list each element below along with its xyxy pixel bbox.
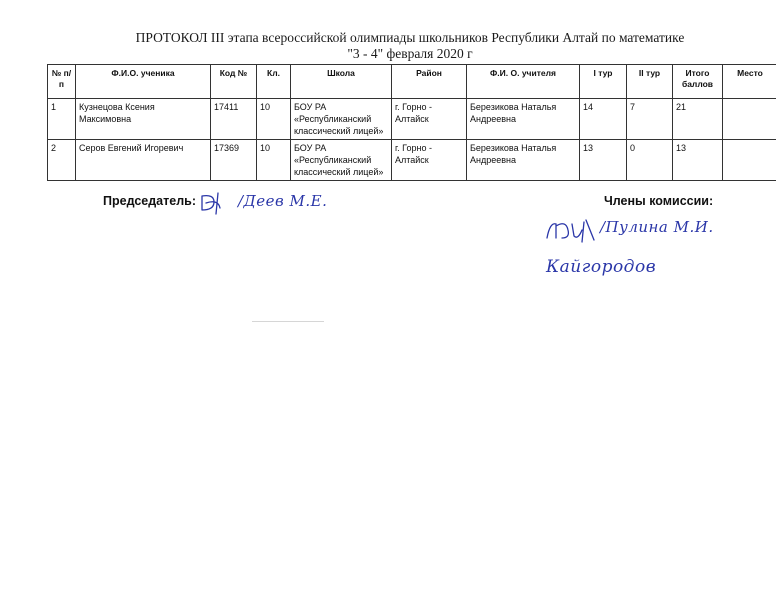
signature-scribble-icon	[198, 190, 242, 216]
commission-members-label: Члены комиссии:	[604, 194, 714, 208]
cell-grade: 10	[257, 99, 291, 140]
cell-name: Серов Евгений Игоревич	[76, 140, 211, 181]
member-signature-1	[544, 216, 714, 249]
member-signature-1-name: /Пулина М.И.	[600, 218, 714, 236]
signature-scribble-icon	[544, 216, 602, 244]
chairman-label: Председатель:	[103, 194, 196, 208]
title-line-2: "3 - 4" февраля 2020 г	[347, 46, 473, 61]
cell-total: 13	[673, 140, 723, 181]
col-header-teacher: Ф.И. О. учителя	[467, 65, 580, 99]
chairman-signature	[198, 190, 328, 221]
cell-district: г. Горно - Алтайск	[392, 140, 467, 181]
cell-district: г. Горно - Алтайск	[392, 99, 467, 140]
col-header-name: Ф.И.О. ученика	[76, 65, 211, 99]
col-header-school: Школа	[291, 65, 392, 99]
cell-tour2: 7	[627, 99, 673, 140]
page-title	[60, 30, 760, 62]
cell-name: Кузнецова Ксения Максимовна	[76, 99, 211, 140]
cell-place	[723, 99, 776, 140]
cell-tour2: 0	[627, 140, 673, 181]
col-header-place: Место	[723, 65, 776, 99]
cell-total: 21	[673, 99, 723, 140]
col-header-code: Код №	[211, 65, 257, 99]
cell-grade: 10	[257, 140, 291, 181]
member-signature-2	[546, 257, 656, 277]
cell-code: 17411	[211, 99, 257, 140]
col-header-num: № п/п	[48, 65, 76, 99]
chairman-signature-name: /Деев М.Е.	[238, 192, 328, 210]
cell-num: 1	[48, 99, 76, 140]
cell-tour1: 13	[580, 140, 627, 181]
table-header-row	[48, 65, 776, 99]
results-table	[47, 64, 776, 181]
divider	[252, 321, 324, 322]
title-line-1: ПРОТОКОЛ III этапа всероссийской олимпиады школьников Республики Алтай по математике	[135, 30, 685, 45]
col-header-grade: Кл.	[257, 65, 291, 99]
col-header-tour1: I тур	[580, 65, 627, 99]
table-row	[48, 140, 776, 181]
col-header-total: Итого баллов	[673, 65, 723, 99]
col-header-tour2: II тур	[627, 65, 673, 99]
cell-teacher: Березикова Наталья Андреевна	[467, 140, 580, 181]
cell-teacher: Березикова Наталья Андреевна	[467, 99, 580, 140]
cell-school: БОУ РА «Республиканский классический лицей»	[291, 140, 392, 181]
cell-place	[723, 140, 776, 181]
col-header-district: Район	[392, 65, 467, 99]
cell-num: 2	[48, 140, 76, 181]
table-row	[48, 99, 776, 140]
cell-code: 17369	[211, 140, 257, 181]
cell-tour1: 14	[580, 99, 627, 140]
member-signature-2-name: Кайгородов	[546, 257, 657, 277]
cell-school: БОУ РА «Республиканский классический лицей»	[291, 99, 392, 140]
